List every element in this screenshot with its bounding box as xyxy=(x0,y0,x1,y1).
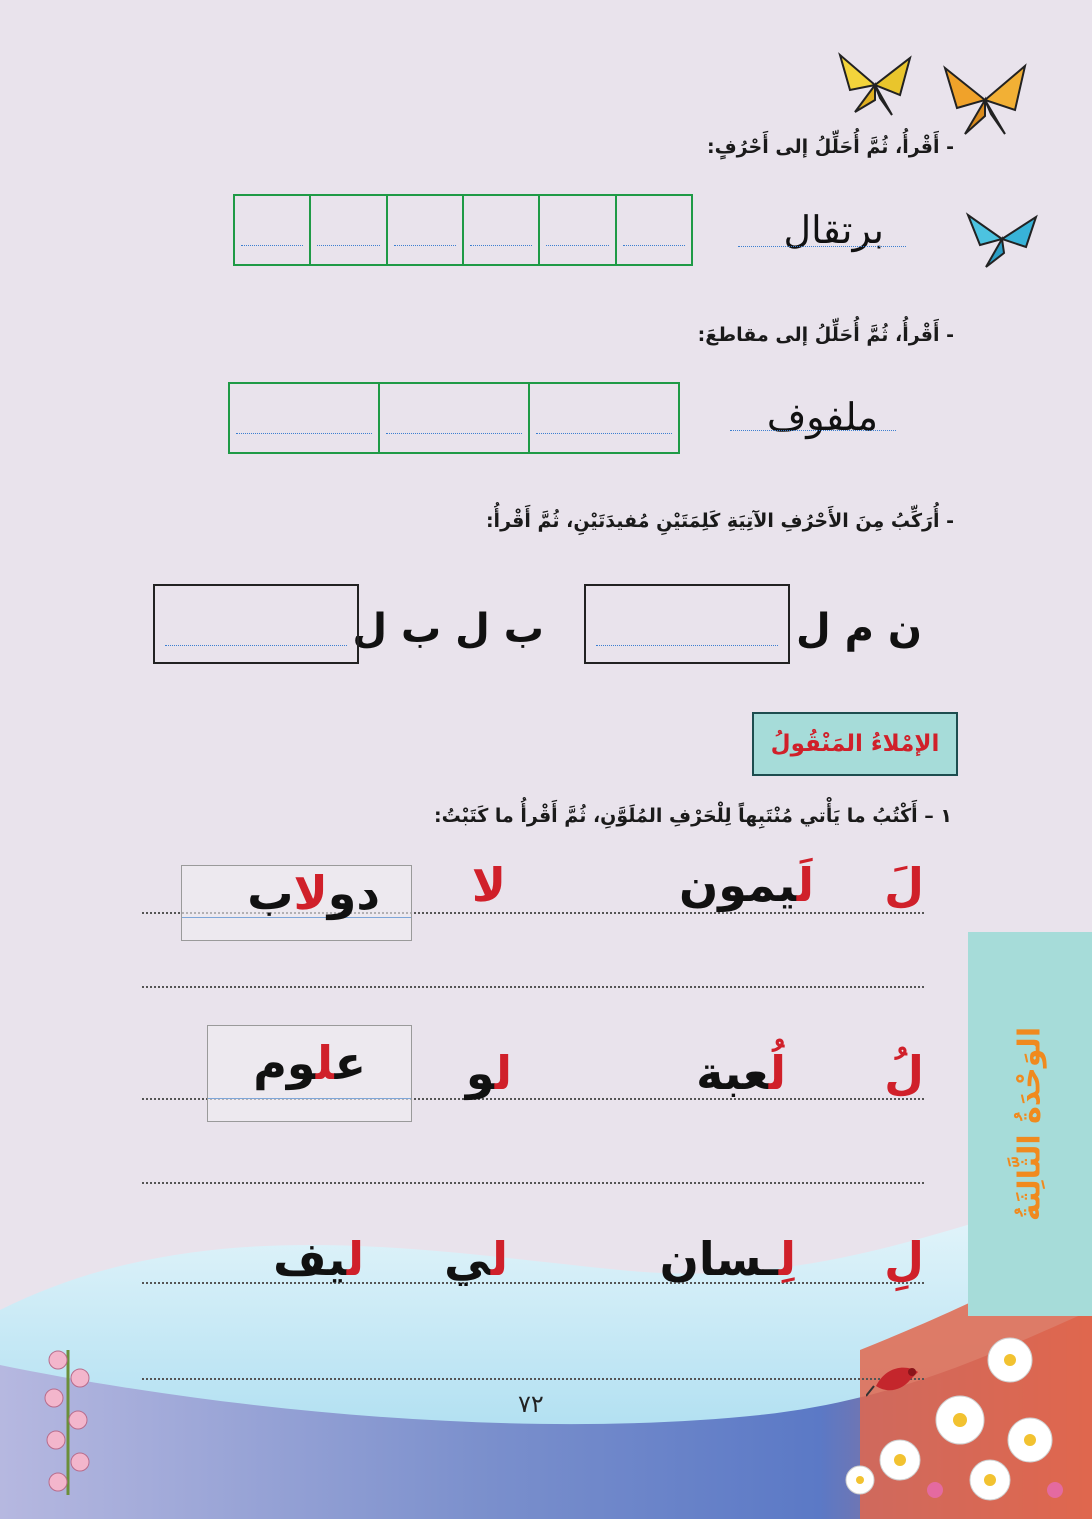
row-1-example-pre: دو xyxy=(327,866,380,920)
flower-icon xyxy=(28,1340,108,1500)
row-1-word-red: لَ xyxy=(796,858,814,912)
letter-box[interactable] xyxy=(309,196,385,264)
writing-line xyxy=(142,1182,924,1184)
word-malfuf: ملفوف xyxy=(766,395,878,439)
row-3-letter: لِ xyxy=(884,1232,924,1286)
syllable-box[interactable] xyxy=(378,384,528,452)
answer-box-2[interactable] xyxy=(153,584,359,664)
row-2-letter: لُ xyxy=(884,1046,924,1100)
word-underline xyxy=(738,246,906,247)
syllable-box[interactable] xyxy=(230,384,378,452)
row-2-pair xyxy=(466,1046,512,1100)
unit-side-tab-label: الوَحْدَةُ الثَّالِثَةُ xyxy=(1012,1026,1048,1222)
exercise-2-instruction: - أَقْرأُ، ثُمَّ أُحَلِّلُ إلى مقاطعَ: xyxy=(697,324,954,346)
bird-icon xyxy=(866,1356,926,1402)
row-2-pair-red: ل xyxy=(494,1046,512,1100)
row-1-example-red: لا xyxy=(293,866,328,920)
row-1-word xyxy=(679,858,814,912)
row-3-example xyxy=(273,1232,364,1286)
section-title-box xyxy=(752,712,958,776)
writing-line xyxy=(142,1282,924,1284)
row-3-pair-red: ل xyxy=(490,1232,508,1286)
syllable-boxes[interactable] xyxy=(228,382,680,454)
row-2-word xyxy=(696,1046,786,1100)
butterfly-icon xyxy=(962,205,1042,273)
row-1-example xyxy=(247,866,380,920)
letter-set-2: ب ل ب ل xyxy=(352,606,544,652)
row-3-word-rest: ـسان xyxy=(659,1232,779,1286)
writing-line xyxy=(142,986,924,988)
letter-set-1: ن م ل xyxy=(795,606,922,652)
exercise-1-instruction: - أَقْرأُ، ثُمَّ أُحَلِّلُ إلى أَحْرُفٍ: xyxy=(707,136,954,158)
section-title: الإمْلاءُ المَنْقُولُ xyxy=(770,731,940,757)
exercise-3-instruction: - أُرَكِّبُ مِنَ الأَحْرُفِ الآتِيَةِ كَلِمَتَيْنِ مُفيدَتَيْنِ، ثُمَّ أَقْرأُ: xyxy=(485,510,954,532)
letter-box[interactable] xyxy=(235,196,309,264)
row-1-letter: لَ xyxy=(884,858,924,912)
row-2-word-rest: عبة xyxy=(696,1046,769,1100)
row-2-pair-rest: و xyxy=(465,1046,495,1100)
row-3-word xyxy=(660,1232,796,1286)
letter-box[interactable] xyxy=(462,196,538,264)
letter-box[interactable] xyxy=(386,196,462,264)
row-2-example-post: وم xyxy=(253,1036,316,1090)
answer-box-1[interactable] xyxy=(584,584,790,664)
page-number: ٧٢ xyxy=(518,1390,544,1418)
row-2-word-red: لُ xyxy=(768,1046,786,1100)
dictation-instruction: ١ – أَكْتُبُ ما يَأْتي مُنْتَبِهاً لِلْحَرْفِ المُلَوَّنِ، ثُمَّ أَقْرأُ ما كَتَبْتُ: xyxy=(434,805,952,827)
row-3-example-red: ل xyxy=(346,1232,364,1286)
letter-boxes[interactable] xyxy=(233,194,693,266)
row-2-example-pre: ع xyxy=(334,1036,366,1090)
letter-box[interactable] xyxy=(615,196,691,264)
row-1-word-rest: يمون xyxy=(679,858,797,912)
word-burtuqal: برتقال xyxy=(783,208,884,252)
row-3-word-red: لِ xyxy=(778,1232,796,1286)
syllable-box[interactable] xyxy=(528,384,678,452)
row-3-example-post: يف xyxy=(273,1232,347,1286)
word-underline xyxy=(730,430,896,431)
row-2-example-red: ل xyxy=(315,1036,335,1090)
row-1-example-post: ب xyxy=(247,866,294,920)
row-1-pair-red: لا xyxy=(471,858,506,912)
butterfly-icon xyxy=(935,60,1035,140)
butterfly-icon xyxy=(830,50,920,120)
row-2-example xyxy=(253,1036,366,1090)
letter-box[interactable] xyxy=(538,196,614,264)
row-3-pair xyxy=(444,1232,508,1286)
writing-line xyxy=(142,1378,924,1380)
row-1-pair xyxy=(472,858,506,912)
row-3-pair-rest: ي xyxy=(444,1232,491,1286)
